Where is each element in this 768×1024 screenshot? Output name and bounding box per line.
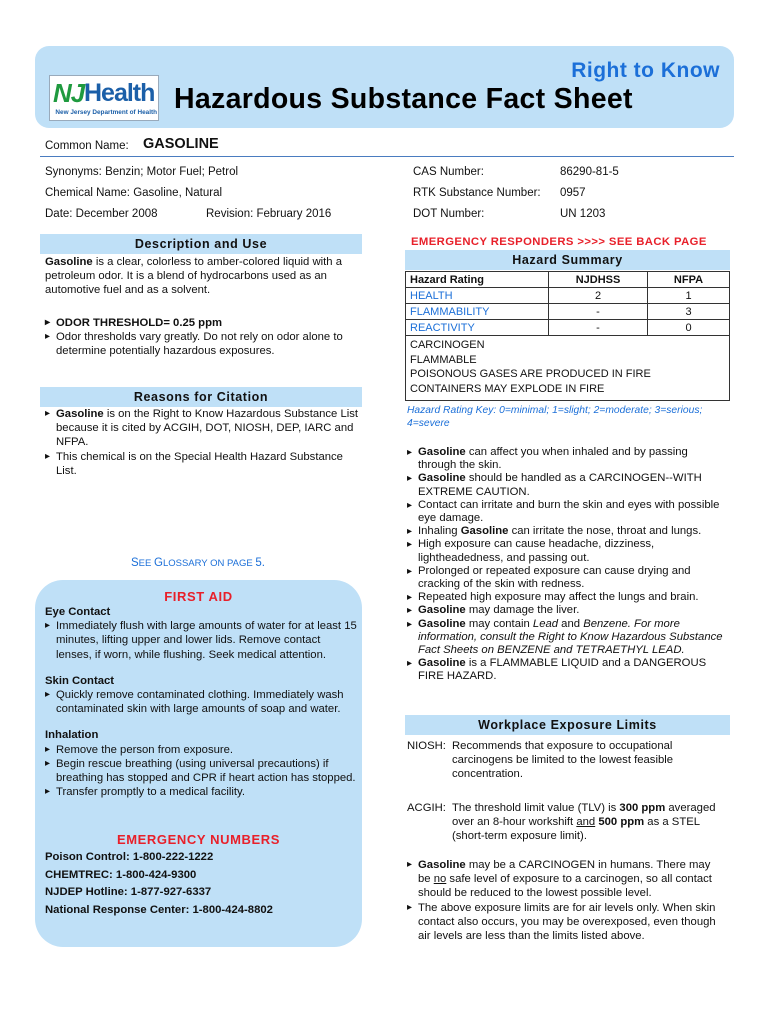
logo-subtitle: New Jersey Department of Health <box>55 109 157 116</box>
date: Date: December 2008 <box>45 208 158 220</box>
niosh-label: NIOSH: <box>407 740 446 752</box>
acgih-label: ACGIH: <box>407 802 446 814</box>
odor-bullets <box>45 316 365 359</box>
hazard-notes: CARCINOGEN FLAMMABLE POISONOUS GASES ARE PRODUCED IN FIRE CONTAINERS MAY EXPLODE IN FIRE <box>406 336 730 401</box>
effect-item: ▸ Gasoline may contain Lead and Benzene. For more information, consult the Right to Know Hazardous Substance Fact Sheets on BENZENE and TETRAETHYL LEAD. <box>407 618 732 658</box>
hazard-name: REACTIVITY <box>406 320 549 336</box>
nfpa-value: 3 <box>648 304 730 320</box>
odor-note: ▸ Odor thresholds vary greatly. Do not rely on odor alone to determine potentially hazardous exposures. <box>45 330 365 358</box>
nfpa-value: 0 <box>648 320 730 336</box>
njdhss-value: - <box>549 320 648 336</box>
citation-item: ▸ This chemical is on the Special Health Hazard Substance List. <box>45 450 365 478</box>
effect-item: ▸ Inhaling Gasoline can irritate the nose, throat and lungs. <box>407 525 732 538</box>
poison-control: Poison Control: 1-800-222-1222 <box>45 851 214 863</box>
hazard-notes-row <box>406 336 730 401</box>
cas-value: 86290-81-5 <box>560 166 619 178</box>
health-effects <box>407 446 732 684</box>
hazard-row <box>406 288 730 304</box>
revision: Revision: February 2016 <box>206 208 332 220</box>
skin-contact-heading: Skin Contact <box>45 674 115 687</box>
nfpa-value: 1 <box>648 288 730 304</box>
emergency-numbers-heading: EMERGENCY NUMBERS <box>116 832 281 847</box>
effect-item: ▸ Prolonged or repeated exposure can cause drying and cracking of the skin with redness. <box>407 565 732 591</box>
odor-threshold: ▸ ODOR THRESHOLD= 0.25 ppm <box>45 316 365 330</box>
njdhss-value: - <box>549 304 648 320</box>
hazard-table <box>405 271 730 401</box>
inhalation-step: ▸ Transfer promptly to a medical facility. <box>45 785 357 799</box>
hazard-name: FLAMMABILITY <box>406 304 549 320</box>
effect-item: ▸ High exposure can cause headache, dizziness, lightheadedness, and passing out. <box>407 538 732 564</box>
national-response-center: National Response Center: 1-800-424-8802 <box>45 903 273 916</box>
logo-health-text: Health <box>84 79 155 107</box>
hazard-row <box>406 304 730 320</box>
exposure-limits-heading: Workplace Exposure Limits <box>405 715 730 735</box>
inhalation-step: ▸ Begin rescue breathing (using universal precautions) if breathing has stopped and CPR if heart action has stopped. <box>45 757 357 785</box>
eye-contact-text: ▸ Immediately flush with large amounts of water for at least 15 minutes, lifting upper and lower lids. Remove contact lenses, if worn, while flushing. Seek medical attention. <box>45 619 357 662</box>
njdhss-col: NJDHSS <box>549 272 648 288</box>
hazard-header-row <box>406 272 730 288</box>
synonyms: Synonyms: Benzin; Motor Fuel; Petrol <box>45 166 239 178</box>
exposure-notes <box>407 858 732 943</box>
hazard-rating-key: Hazard Rating Key: 0=minimal; 1=slight; 2=moderate; 3=serious; 4=severe <box>407 405 703 429</box>
page-title: Hazardous Substance Fact Sheet <box>174 83 633 115</box>
common-name-label: Common Name: <box>45 140 129 152</box>
description-heading: Description and Use <box>40 234 362 254</box>
eye-contact-heading: Eye Contact <box>45 606 111 618</box>
first-aid-content <box>45 605 357 799</box>
effect-item: ▸ Repeated high exposure may affect the lungs and brain. <box>407 591 732 604</box>
emergency-responders-note: EMERGENCY RESPONDERS >>>> SEE BACK PAGE <box>411 236 707 248</box>
description-text: Gasoline is a clear, colorless to amber-colored liquid with a petroleum odor. It is a blend of hydrocarbons used as an automotive fuel and as a solvent. <box>45 256 342 297</box>
emergency-numbers-list <box>45 849 273 919</box>
acgih-text: The threshold limit value (TLV) is 300 ppm averaged over an 8-hour workshift and 500 ppm as a STEL (short-term exposure limit). <box>452 802 716 843</box>
substance-name: Gasoline <box>45 256 93 268</box>
first-aid-heading: FIRST AID <box>164 589 233 604</box>
right-to-know-label: Right to Know <box>571 59 720 82</box>
chemical-name: Chemical Name: Gasoline, Natural <box>45 187 223 199</box>
effect-item: ▸ Gasoline should be handled as a CARCINOGEN--WITH EXTREME CAUTION. <box>407 472 732 498</box>
exposure-note: ▸ Gasoline may be a CARCINOGEN in humans. There may be no safe level of exposure to a carcinogen, so all contact should be reduced to the lowest possible level. <box>407 858 732 901</box>
niosh-text: Recommends that exposure to occupational carcinogens be limited to the lowest feasible concentration. <box>452 740 674 781</box>
effect-item: ▸ Gasoline may damage the liver. <box>407 604 732 617</box>
nj-health-logo <box>49 75 159 121</box>
inhalation-step: ▸ Remove the person from exposure. <box>45 743 357 757</box>
skin-contact-text: ▸ Quickly remove contaminated clothing. Immediately wash contaminated skin with large amounts of soap and water. <box>45 688 357 716</box>
hazard-name: HEALTH <box>406 288 549 304</box>
dot-value: UN 1203 <box>560 208 606 220</box>
dot-label: DOT Number: <box>413 208 485 220</box>
inhalation-heading: Inhalation <box>45 729 99 742</box>
hazard-row <box>406 320 730 336</box>
logo-nj-text: NJ <box>53 78 85 108</box>
njdep-hotline: NJDEP Hotline: 1-877-927-6337 <box>45 886 212 898</box>
hazard-summary-heading: Hazard Summary <box>405 250 730 270</box>
nfpa-col: NFPA <box>648 272 730 288</box>
cas-label: CAS Number: <box>413 166 484 178</box>
njdhss-value: 2 <box>549 288 648 304</box>
effect-item: ▸ Gasoline can affect you when inhaled and by passing through the skin. <box>407 446 732 472</box>
effect-item: ▸ Contact can irritate and burn the skin and eyes with possible eye damage. <box>407 499 732 525</box>
rtk-label: RTK Substance Number: <box>413 187 541 199</box>
citation-item: ▸ Gasoline is on the Right to Know Hazardous Substance List because it is cited by ACGIH, DOT, NIOSH, DEP, IARC and NFPA. <box>45 407 365 450</box>
hazard-rating-col: Hazard Rating <box>406 272 549 288</box>
exposure-note: ▸ The above exposure limits are for air levels only. When skin contact also occurs, you may be overexposed, even though air levels are less than the limits listed above. <box>407 901 732 944</box>
common-name-value: GASOLINE <box>143 136 219 152</box>
effect-item: ▸ Gasoline is a FLAMMABLE LIQUID and a DANGEROUS FIRE HAZARD. <box>407 657 732 683</box>
citation-bullets <box>45 407 365 478</box>
citation-heading: Reasons for Citation <box>40 387 362 407</box>
glossary-link[interactable]: SEE GLOSSARY ON PAGE 5. <box>131 557 265 569</box>
rtk-value: 0957 <box>560 187 586 199</box>
header-divider <box>40 156 734 157</box>
chemtrec: CHEMTREC: 1-800-424-9300 <box>45 868 197 881</box>
